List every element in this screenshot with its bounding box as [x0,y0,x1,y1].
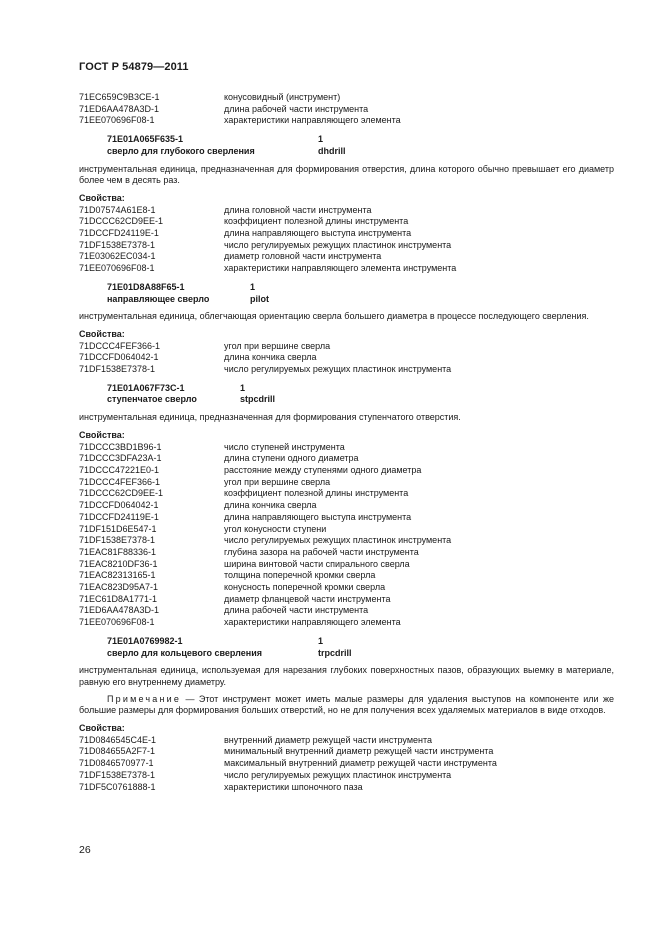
property-desc: характеристики направляющего элемента инструмента [224,263,457,274]
page-header: ГОСТ Р 54879—2011 [79,61,189,73]
property-code: 71D0846545C4E-1 [79,734,157,745]
property-code: 71DCCC3BD1B96-1 [79,441,162,452]
property-row [79,594,614,606]
property-desc: угол конусности ступени [224,523,327,534]
property-code: 71EC61D8A1771-1 [79,593,158,604]
entity-definition: инструментальная единица, предназначенная для формирования отверстия, длина которого обычно превышает его диаметр более чем в десять раз. [79,163,614,186]
property-row [79,205,614,217]
entity-abbr: dhdrill [318,145,346,156]
property-desc: диаметр головной части инструмента [224,251,382,262]
property-row [79,535,614,547]
properties-heading: Свойства: [79,328,125,339]
property-desc: характеристики направляющего элемента [224,115,401,126]
property-row [79,512,614,524]
property-desc: длина направляющего выступа инструмента [224,511,412,522]
entity-definition: инструментальная единица, предназначенная для формирования ступенчатого отверстия. [79,412,461,423]
property-code: 71D07574A61E8-1 [79,204,156,215]
entity-count: 1 [240,382,246,393]
entity-definition: инструментальная единица, используемая для нарезания глубоких поверхностных пазов, образующих выемку в материале, равную его внутреннему диаметру. [79,665,614,687]
property-code: 71DF1538E7378-1 [79,769,156,780]
property-desc: коэффициент полезной длины инструмента [224,488,409,499]
property-desc: глубина зазора на рабочей части инструмента [224,546,419,557]
entity-code: 71E01A067F73C-1 [107,382,185,393]
entity-definition: инструментальная единица, облегчающая ориентацию сверла большего диаметра в процессе последующего сверления. [79,311,589,322]
property-desc: число регулируемых режущих пластинок инструмента [224,364,452,375]
entity-code: 71E01A065F635-1 [107,134,184,145]
entity-block [107,282,614,305]
property-code: 71DF1538E7378-1 [79,364,156,375]
property-list [79,442,614,629]
property-row [79,770,614,782]
property-code: 71EAC8210DF36-1 [79,558,158,569]
entity-code: 71E01D8A88F65-1 [107,281,185,292]
entity-section-trpcdrill [79,636,614,793]
property-row [79,524,614,536]
property-desc: коэффициент полезной длины инструмента [224,216,409,227]
property-desc: максимальный внутренний диаметр режущей части инструмента [224,758,497,769]
property-code: 71EAC82313165-1 [79,570,156,581]
property-row [79,240,614,252]
property-row [79,341,614,353]
entity-code: 71E01A0769982-1 [107,635,183,646]
property-desc: длина головной части инструмента [224,204,372,215]
property-code: 71E03062EC034-1 [79,251,156,262]
property-row [79,547,614,559]
note-paragraph [79,694,614,717]
property-list [79,341,614,376]
property-row [79,442,614,454]
property-row [79,735,614,747]
property-row [79,251,614,263]
property-row [79,228,614,240]
property-row [79,263,614,275]
entity-count: 1 [250,281,256,292]
entity-block [107,134,614,157]
property-code: 71D084655A2F7-1 [79,746,156,757]
property-desc: характеристики шпоночного паза [224,781,363,792]
property-code: 71EAC81F88336-1 [79,546,157,557]
property-desc: внутренний диаметр режущей части инструмента [224,734,433,745]
property-code: 71DCCFD064042-1 [79,500,159,511]
property-row [79,364,614,376]
property-code: 71DCCFD24119E-1 [79,228,159,239]
entity-block [107,383,614,406]
entity-name: сверло для кольцевого сверления [107,647,262,658]
property-code: 71D0846570977-1 [79,758,154,769]
property-row [79,465,614,477]
property-code: 71DF1538E7378-1 [79,239,156,250]
property-desc: число регулируемых режущих пластинок инструмента [224,239,452,250]
property-desc: длина направляющего выступа инструмента [224,228,412,239]
property-row [79,570,614,582]
property-code: 71DCCFD064042-1 [79,352,159,363]
property-desc: ширина винтовой части спирального сверла [224,558,410,569]
property-code: 71DCCC3DFA23A-1 [79,453,162,464]
property-desc: конусовидный (инструмент) [224,92,341,102]
property-desc: расстояние между ступенями одного диаметра [224,464,422,475]
property-desc: длина рабочей части инструмента [224,103,369,114]
property-row [79,500,614,512]
property-row [79,758,614,770]
entity-count: 1 [318,134,324,145]
property-code: 71DCCC62CD9EE-1 [79,216,164,227]
entity-name: сверло для глубокого сверления [107,145,255,156]
property-desc: длина кончика сверла [224,500,317,511]
property-desc: толщина поперечной кромки сверла [224,570,376,581]
entity-name: ступенчатое сверло [107,394,197,405]
property-list [79,735,614,794]
property-row [79,559,614,571]
property-list [79,205,614,275]
property-code: 71DF151D6E547-1 [79,523,157,534]
property-code: 71EC659C9B3CE-1 [79,92,160,102]
property-row [79,582,614,594]
property-code: 71DCCC62CD9EE-1 [79,488,164,499]
property-row [79,746,614,758]
property-desc: конусность поперечной кромки сверла [224,582,386,593]
properties-heading: Свойства: [79,723,125,734]
page-content [79,92,614,793]
property-desc: минимальный внутренний диаметр режущей части инструмента [224,746,494,757]
property-code: 71EE070696F08-1 [79,617,155,628]
property-row [79,477,614,489]
property-row [79,617,614,629]
properties-heading: Свойства: [79,429,125,440]
property-desc: угол при вершине сверла [224,340,331,351]
entity-section-stpcdrill [79,383,614,629]
property-code: 71DCCC47221E0-1 [79,464,160,475]
entity-section-pilot [79,282,614,376]
property-row [79,92,614,104]
properties-heading: Свойства: [79,192,125,203]
property-code: 71DCCFD24119E-1 [79,511,159,522]
property-desc: диаметр фланцевой части инструмента [224,593,391,604]
entity-block [107,636,614,659]
property-desc: число регулируемых режущих пластинок инструмента [224,769,452,780]
property-desc: число ступеней инструмента [224,441,345,452]
property-code: 71EE070696F08-1 [79,115,155,126]
property-row [79,605,614,617]
property-row [79,453,614,465]
property-desc: длина рабочей части инструмента [224,605,369,616]
page-number: 26 [79,844,91,856]
property-row [79,352,614,364]
entity-name: направляющее сверло [107,293,210,304]
property-row [79,782,614,794]
property-code: 71DCCC4FEF366-1 [79,476,161,487]
property-code: 71ED6AA478A3D-1 [79,605,160,616]
property-code: 71DF1538E7378-1 [79,535,156,546]
property-row [79,115,614,127]
property-code: 71EE070696F08-1 [79,263,155,274]
entity-section-dhdrill [79,134,614,275]
property-desc: характеристики направляющего элемента [224,617,401,628]
property-desc: длина кончика сверла [224,352,317,363]
property-row [79,488,614,500]
entity-count: 1 [318,635,324,646]
property-desc: угол при вершине сверла [224,476,331,487]
entity-abbr: pilot [250,293,269,304]
property-code: 71DF5C0761888-1 [79,781,156,792]
entity-abbr: stpcdrill [240,394,276,405]
note-label: Примечание [107,693,182,704]
top-property-list [79,92,614,127]
entity-abbr: trpcdrill [318,647,352,658]
property-desc: число регулируемых режущих пластинок инструмента [224,535,452,546]
property-desc: длина ступени одного диаметра [224,453,359,464]
note-text: — Этот инструмент может иметь малые размеры для удаления выступов на компоненте или же большие размеры для формирования больших отверстий, но не для получения всех удаляемых материалов в виде отходов. [79,693,614,716]
property-row [79,104,614,116]
property-code: 71EAC823D95A7-1 [79,582,159,593]
property-row [79,216,614,228]
property-code: 71ED6AA478A3D-1 [79,103,160,114]
property-code: 71DCCC4FEF366-1 [79,340,161,351]
